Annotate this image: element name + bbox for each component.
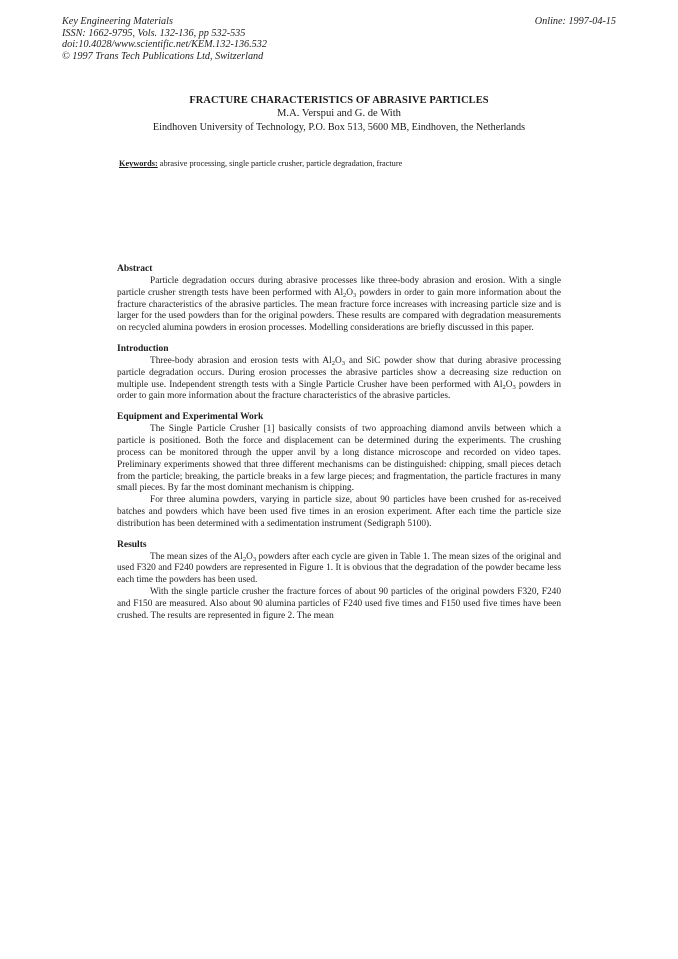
journal-header — [62, 16, 267, 62]
results-paragraph-2: With the single particle crusher the fracture forces of about 90 particles of the original powders F320, F240 and F150 are measured. Also about 90 alumina particles of F240 used five times and F150 used five times have been crushed. The results are represented in figure 2. The mean — [117, 587, 561, 621]
issn-line: ISSN: 1662-9795, Vols. 132-136, pp 532-535 — [62, 27, 246, 39]
online-date: Online: 1997-04-15 — [534, 16, 616, 27]
results-heading: Results — [117, 539, 147, 550]
results-paragraph-1 — [117, 552, 561, 588]
keywords-text: abrasive processing, single particle crusher, particle degradation, fracture — [159, 159, 403, 168]
introduction-heading: Introduction — [117, 344, 169, 355]
authors: M.A. Verspui and G. de With — [277, 108, 401, 119]
doi-line: doi:10.4028/www.scientific.net/KEM.132-136.532 — [62, 39, 267, 51]
paper-body — [117, 264, 561, 623]
keywords — [119, 159, 599, 168]
intro-text-a: Three-body abrasion and erosion tests with — [150, 355, 319, 366]
results-text-b: powders after each cycle are given in Table 1. The mean sizes of the original and used F320 and F240 powders are represented in Figure 1. It is obvious that the degradation of the powder became less each time the powders has been used. — [117, 551, 561, 586]
equipment-heading: Equipment and Experimental Work — [117, 412, 264, 423]
title-block — [0, 95, 678, 134]
affiliation: Eindhoven University of Technology, P.O. Box 513, 5600 MB, Eindhoven, the Netherlands — [152, 121, 526, 133]
equipment-paragraph-1: The Single Particle Crusher [1] basically consists of two approaching diamond anvils between which a particle is positioned. Both the force and displacement can be determined during the experiments. The crushing process can be monitored through the upper anvil by a long distance microscope and recorded on video tapes. Preliminary experiments showed that three different mechanisms can be distinguished: chipping, small pieces detach from the particle; breaking, the particle breaks in a few large pieces; and fragmentation, the particle fractures in many small pieces. By far the most dominant mechanism is chipping. — [117, 424, 561, 494]
keywords-label: Keywords: — [119, 159, 158, 168]
intro-text-c: powders in order to gain more information about the fracture characteristics of the abrasive particles. — [117, 379, 561, 402]
abstract-text-b: powders in order to gain more information about the fracture characteristics of the abrasive particles. The mean fracture force increases with increasing particle size and is larger for the used powders than for the original powders. These results are compared with degradation measurements on recycled alumina powders in erosion processes. Modelling considerations are briefly discussed in this paper. — [117, 287, 561, 334]
abstract-paragraph — [117, 276, 561, 335]
abstract-text-a: Particle degradation occurs during abrasive processes like three-body abrasion and erosion. With a single particle crusher strength tests have been performed with — [117, 275, 561, 298]
copyright-line: © 1997 Trans Tech Publications Ltd, Switzerland — [62, 50, 264, 62]
intro-text-b: and SiC powder show that during abrasive processing particle degradation occurs. During erosion processes the abrasive particles show a decreasing size reduction on multiple use. Independent strength tests with a Single Particle Crusher have been performed with — [117, 355, 561, 390]
chem-formula: $Al_2O_3$ — [493, 379, 516, 391]
chem-formula: $Al_2O_3$ — [322, 355, 345, 367]
abstract-heading: Abstract — [117, 264, 153, 274]
journal-name: Key Engineering Materials — [62, 16, 173, 27]
equipment-paragraph-2: For three alumina powders, varying in particle size, about 90 particles have been crushed for as-received batches and powders which have been used five times in an erosion experiment. After each time the particle size distribution has been determined with a sedimentation instrument (Sedigraph 5100). — [117, 495, 561, 529]
introduction-paragraph — [117, 356, 561, 403]
chem-formula: $Al_2O_3$ — [233, 551, 257, 563]
paper-title: FRACTURE CHARACTERISTICS OF ABRASIVE PARTICLES — [189, 95, 489, 106]
chem-formula: $Al_2O_3$ — [333, 287, 357, 299]
results-text-a: The mean sizes of the — [150, 551, 232, 562]
